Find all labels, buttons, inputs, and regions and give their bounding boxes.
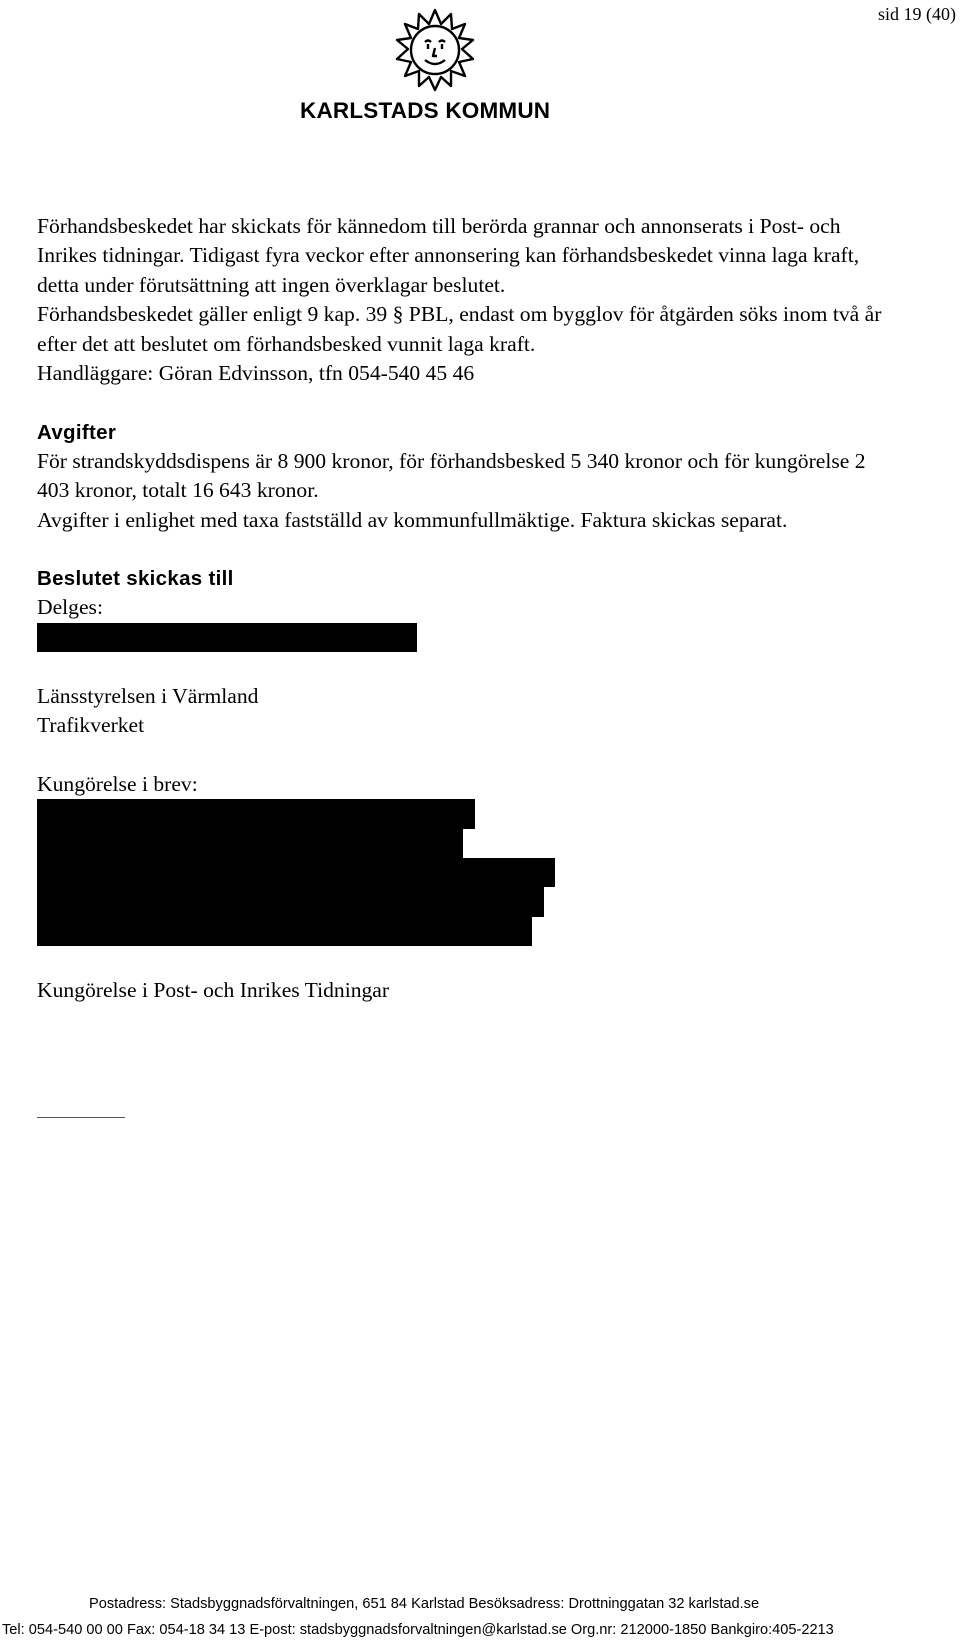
footnote-divider [37, 1117, 125, 1118]
fees-amounts: För strandskyddsdispens är 8 900 kronor, för förhandsbesked 5 340 kronor och för kungörelse 2 403 kronor, totalt 16 643 kronor. [37, 448, 866, 503]
page-number: sid 19 (40) [878, 4, 956, 24]
redacted-block [37, 917, 532, 946]
letter-label: Kungörelse i brev: [37, 771, 198, 796]
authority-item: Länsstyrelsen i Värmland [37, 683, 259, 708]
redacted-block [37, 858, 555, 887]
document-body [37, 212, 897, 1005]
logo-wordmark: KARLSTADS KOMMUN [300, 98, 551, 123]
redacted-block [37, 623, 417, 652]
fees-invoice: Avgifter i enlighet med taxa fastställd av kommunfullmäktige. Faktura skickas separat. [37, 507, 788, 532]
delges-label: Delges: [37, 595, 103, 620]
sun-logo-icon [385, 4, 485, 100]
redacted-block [37, 799, 475, 828]
recipients-heading: Beslutet skickas till [37, 567, 234, 591]
footer-address: Postadress: Stadsbyggnadsförvaltningen, 651 84 Karlstad Besöksadress: Drottninggatan 32 karlstad.se [89, 1596, 760, 1612]
post-label: Kungörelse i Post- och Inrikes Tidningar [37, 977, 390, 1002]
fees-heading: Avgifter [37, 420, 117, 444]
redacted-block [37, 829, 463, 858]
footer-contact: Tel: 054-540 00 00 Fax: 054-18 34 13 E-post: stadsbyggnadsforvaltningen@karlstad.se Org.nr: 212000-1850 Bankgiro:405-2213 [2, 1622, 834, 1638]
paragraph-handler: Handläggare: Göran Edvinsson, tfn 054-540 45 46 [37, 361, 475, 386]
paragraph-notice: Förhandsbeskedet har skickats för kännedom till berörda grannar och annonserats i Post- och Inrikes tidningar. Tidigast fyra veckor efter annonsering kan förhandsbeskedet vinna laga kraft, detta under förutsättning att ingen överklagar beslutet. [37, 214, 860, 297]
redacted-block [37, 887, 544, 916]
authority-item: Trafikverket [37, 713, 145, 738]
karlstad-logo [300, 0, 570, 130]
paragraph-validity: Förhandsbeskedet gäller enligt 9 kap. 39 § PBL, endast om bygglov för åtgärden söks inom två år efter det att beslutet om förhandsbesked vunnit laga kraft. [37, 302, 882, 356]
